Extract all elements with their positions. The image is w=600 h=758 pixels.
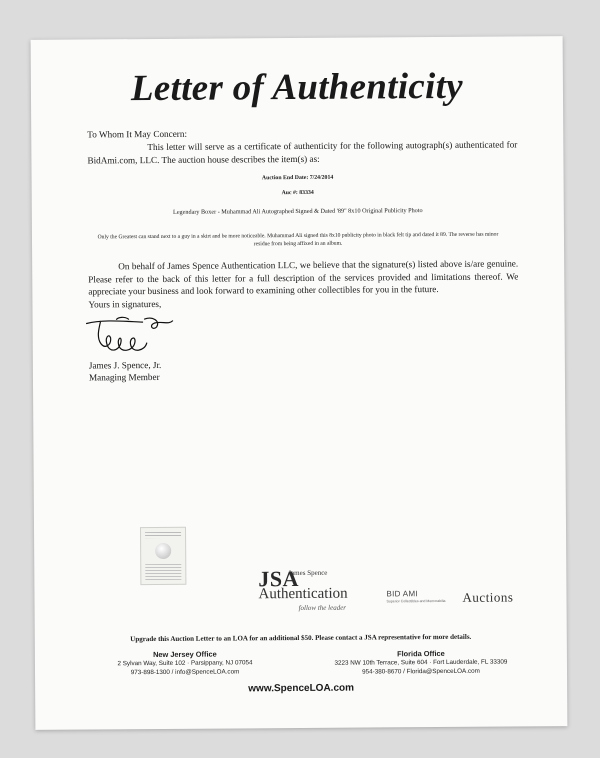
bidami-logo-auctions: Auctions xyxy=(462,589,514,605)
fl-office-address: 3223 NW 10th Terrace, Suite 604 · Fort Lauderdale, FL 33309 xyxy=(334,658,508,667)
bidami-logo xyxy=(386,588,526,611)
jsa-logo-authentication: Authentication xyxy=(258,585,348,603)
intro-paragraph: This letter will serve as a certificate of authenticity for the following autograph(s) authenticated for BidAmi.com, LLC. The auction house describes the item(s) as: xyxy=(87,139,518,165)
jsa-logo-name: James Spence xyxy=(288,568,328,578)
jsa-logo-tagline: follow the leader xyxy=(298,603,347,613)
letter-page xyxy=(31,36,568,730)
jsa-logo xyxy=(258,565,378,616)
fl-office-name: Florida Office xyxy=(397,648,445,659)
signer-name: James J. Spence, Jr. xyxy=(88,359,162,371)
coa-thumbnail-image xyxy=(140,527,186,585)
signer-title: Managing Member xyxy=(88,371,160,383)
baseball-icon xyxy=(155,543,171,559)
thumbnail-text-lines xyxy=(145,532,181,538)
website-link[interactable]: www.SpenceLOA.com xyxy=(248,682,355,695)
signoff: Yours in signatures, xyxy=(88,298,162,310)
bidami-logo-subtitle: Superior Collectibles and Memorabilia xyxy=(386,598,446,604)
fl-office-contact: 954-380-8670 / Florida@SpenceLOA.com xyxy=(362,667,480,676)
nj-office-contact: 973-898-1300 / info@SpenceLOA.com xyxy=(130,668,240,677)
item-detail: Only the Greatest can stand next to a guy in a skirt and be more noticeable. Muhammad Ali signed this 8x10 publicity photo in black felt tip and dated it 89. The reverse has minor residue from being affixed in an album. xyxy=(97,231,499,248)
thumbnail-text-lines xyxy=(145,564,181,580)
nj-office-address: 2 Sylvan Way, Suite 102 · Parsippany, NJ 07054 xyxy=(117,659,253,668)
opinion-paragraph: On behalf of James Spence Authentication LLC, we believe that the signature(s) listed above is/are genuine. Please refer to the back of this letter for a full description of the services provided and limitations thereof. We appreciate your business and look forward to examining other collectibles for you in the future. xyxy=(88,258,519,297)
item-description: Legendary Boxer - Muhammad Ali Autographed Signed & Dated '89" 8x10 Original Publicity Photo xyxy=(173,207,423,216)
salutation: To Whom It May Concern: xyxy=(87,128,188,140)
auction-number: Auc #: 83334 xyxy=(281,189,314,197)
jsa-logo-letters: JSA xyxy=(258,566,300,592)
nj-office-name: New Jersey Office xyxy=(153,649,217,660)
letter-title: Letter of Authenticity xyxy=(130,65,464,110)
bidami-logo-name: BID AMI xyxy=(386,589,418,599)
auction-end-date: Auction End Date: 7/24/2014 xyxy=(261,174,334,182)
upgrade-notice: Upgrade this Auction Letter to an LOA for an additional $50. Please contact a JSA representative for more details. xyxy=(130,632,472,644)
nj-office xyxy=(97,649,273,677)
signature-image xyxy=(83,313,179,358)
fl-office xyxy=(321,648,521,676)
